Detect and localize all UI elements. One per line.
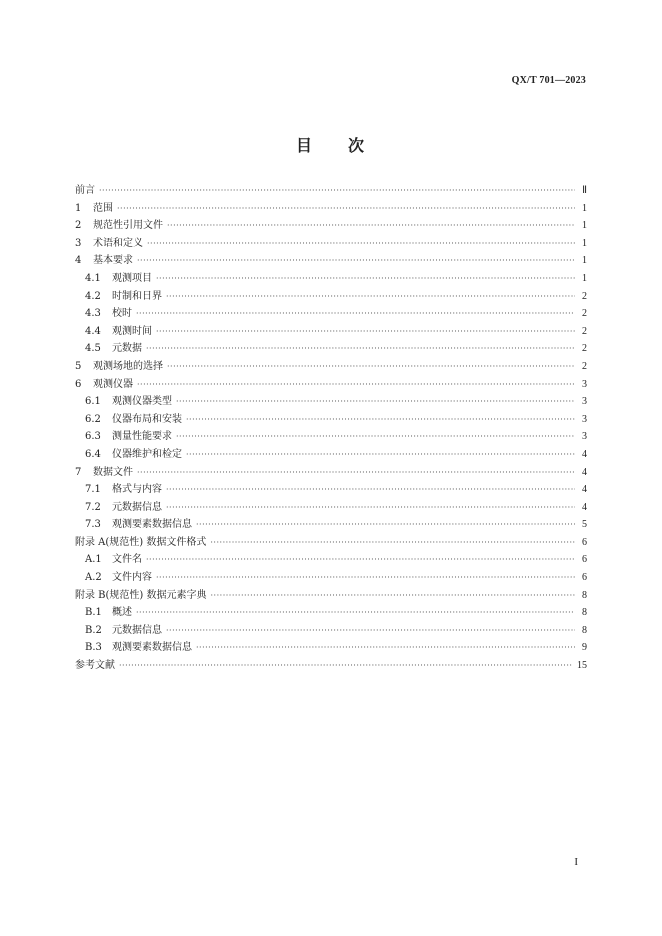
toc-entry-title: 术语和定义 <box>93 237 143 249</box>
toc-entry[interactable] <box>75 181 587 199</box>
toc-entry-page: 6 <box>582 572 587 584</box>
toc-entry-number: 1 <box>75 202 82 214</box>
toc-entry[interactable] <box>75 410 587 428</box>
toc-entry-number: 4.2 <box>85 290 101 302</box>
toc-entry-title: 元数据信息 <box>112 624 162 636</box>
toc-entry-number: 6 <box>75 378 82 390</box>
toc-entry[interactable] <box>75 251 587 269</box>
toc-entry-page: Ⅱ <box>582 185 587 196</box>
toc-leader-dots <box>210 538 575 547</box>
toc-entry-page: 4 <box>582 484 587 496</box>
toc-entry-label <box>85 445 182 460</box>
toc-leader-dots <box>167 221 575 230</box>
toc-leader-dots <box>119 661 573 670</box>
toc-entry-page: 3 <box>582 431 587 443</box>
toc-leader-dots <box>146 344 575 353</box>
toc-leader-dots <box>136 608 575 617</box>
toc-entry-title: 数据文件 <box>93 466 133 478</box>
toc-entry-title: 文件名 <box>112 554 142 566</box>
table-of-contents <box>75 181 587 674</box>
toc-entry-label <box>85 392 172 407</box>
toc-leader-dots <box>196 520 575 529</box>
toc-entry-title: 元数据 <box>112 343 142 355</box>
toc-entry-page: 1 <box>582 255 587 267</box>
toc-entry[interactable] <box>75 638 587 656</box>
toc-entry[interactable] <box>75 480 587 498</box>
toc-entry[interactable] <box>75 533 587 551</box>
toc-entry-page: 15 <box>577 660 587 672</box>
toc-entry-label <box>85 410 182 425</box>
toc-entry[interactable] <box>75 304 587 322</box>
toc-entry-number: 3 <box>75 237 82 249</box>
toc-title-char-1: 目 <box>295 136 314 155</box>
toc-entry-number: 6.1 <box>85 396 101 408</box>
toc-entry-label <box>75 251 133 266</box>
toc-entry-title: 仪器布局和安装 <box>112 413 182 425</box>
toc-entry-label <box>75 357 163 372</box>
toc-leader-dots <box>166 292 575 301</box>
toc-entry-title: 仪器维护和检定 <box>112 448 182 460</box>
toc-entry-page: 9 <box>582 642 587 654</box>
toc-entry-title: 元数据信息 <box>112 501 162 513</box>
toc-entry-label <box>85 304 132 319</box>
toc-entry-label <box>75 586 207 601</box>
toc-entry-title: 观测场地的选择 <box>93 360 163 372</box>
toc-entry-label <box>75 216 163 231</box>
toc-entry-label <box>85 498 162 513</box>
toc-entry-page: 3 <box>582 413 587 425</box>
toc-entry-label <box>75 533 206 548</box>
footer-page-number: I <box>574 856 578 868</box>
toc-leader-dots <box>137 468 575 477</box>
toc-entry-page: 4 <box>582 466 587 478</box>
toc-entry-label <box>85 603 132 618</box>
toc-entry[interactable] <box>75 392 587 410</box>
toc-entry-label <box>75 463 133 478</box>
toc-entry-title: 文件内容 <box>112 572 152 584</box>
toc-entry[interactable] <box>75 621 587 639</box>
toc-leader-dots <box>211 591 575 600</box>
toc-entry[interactable] <box>75 463 587 481</box>
toc-entry-label <box>85 621 162 636</box>
toc-entry-label <box>75 234 143 249</box>
toc-entry-page: 3 <box>582 396 587 408</box>
toc-entry-number: 6.3 <box>85 431 101 443</box>
toc-title <box>0 133 662 156</box>
toc-entry[interactable] <box>75 427 587 445</box>
toc-leader-dots <box>136 309 575 318</box>
toc-entry-page: 2 <box>582 360 587 372</box>
toc-entry-number: 7.1 <box>85 484 101 496</box>
toc-entry-title: 校时 <box>112 308 132 320</box>
toc-entry[interactable] <box>75 375 587 393</box>
toc-leader-dots <box>156 573 575 582</box>
toc-entry-page: 2 <box>582 343 587 355</box>
toc-entry-page: 8 <box>582 589 587 601</box>
toc-entry-title: 概述 <box>112 607 132 619</box>
toc-entry-number: 6.2 <box>85 413 101 425</box>
toc-leader-dots <box>166 503 575 512</box>
toc-entry-page: 3 <box>582 378 587 390</box>
document-code: QX/T 701—2023 <box>511 75 586 86</box>
toc-entry-page: 6 <box>582 554 587 566</box>
toc-leader-dots <box>166 626 575 635</box>
toc-entry-number: 4 <box>75 255 82 267</box>
toc-entry[interactable] <box>75 287 587 305</box>
toc-entry-title: 时制和日界 <box>112 290 162 302</box>
toc-entry-page: 8 <box>582 624 587 636</box>
toc-entry-page: 2 <box>582 290 587 302</box>
toc-entry-page: 6 <box>582 536 587 548</box>
toc-entry[interactable] <box>75 656 587 674</box>
toc-entry-number: 7.3 <box>85 519 101 531</box>
toc-entry-page: 4 <box>582 501 587 513</box>
toc-entry[interactable] <box>75 269 587 287</box>
toc-entry-number: 5 <box>75 360 82 372</box>
toc-entry-title: 测量性能要求 <box>112 431 172 443</box>
toc-entry-title: 观测时间 <box>112 325 152 337</box>
toc-leader-dots <box>176 397 575 406</box>
toc-entry[interactable] <box>75 445 587 463</box>
toc-leader-dots <box>166 485 575 494</box>
toc-entry[interactable] <box>75 586 587 604</box>
toc-entry-label <box>85 269 152 284</box>
toc-entry[interactable] <box>75 568 587 586</box>
toc-entry-page: 1 <box>582 272 587 284</box>
toc-entry-number: 4.4 <box>85 325 101 337</box>
toc-entry-label <box>75 199 113 214</box>
toc-entry-page: 1 <box>582 237 587 249</box>
toc-leader-dots <box>147 239 575 248</box>
toc-entry-number: 6.4 <box>85 448 101 460</box>
toc-entry[interactable] <box>75 603 587 621</box>
toc-entry-label <box>85 638 192 653</box>
toc-entry-label <box>85 568 152 583</box>
toc-entry-title: 基本要求 <box>93 255 133 267</box>
toc-entry-label <box>75 375 133 390</box>
toc-entry-title: 观测要素数据信息 <box>112 642 192 654</box>
toc-entry-number: A.1 <box>85 554 102 566</box>
toc-entry-page: 2 <box>582 325 587 337</box>
toc-entry-label <box>85 515 192 530</box>
toc-leader-dots <box>156 327 575 336</box>
toc-entry-page: 1 <box>582 202 587 214</box>
toc-entry-number: B.2 <box>85 624 102 636</box>
toc-entry[interactable] <box>75 515 587 533</box>
toc-entry-label <box>75 656 115 671</box>
toc-entry-title: 观测项目 <box>112 272 152 284</box>
toc-entry-number: B.1 <box>85 607 102 619</box>
toc-leader-dots <box>99 186 575 195</box>
toc-entry-page: 4 <box>582 448 587 460</box>
toc-entry[interactable] <box>75 234 587 252</box>
toc-entry-title: 前言 <box>75 185 95 196</box>
toc-entry-title: 参考文献 <box>75 660 115 672</box>
toc-leader-dots <box>176 432 575 441</box>
toc-entry-title: 观测仪器 <box>93 378 133 390</box>
toc-entry[interactable] <box>75 498 587 516</box>
toc-entry-title: 附录 B(规范性) 数据元素字典 <box>75 589 207 601</box>
toc-entry-title: 格式与内容 <box>112 484 162 496</box>
toc-entry[interactable] <box>75 550 587 568</box>
toc-entry[interactable] <box>75 199 587 217</box>
toc-entry[interactable] <box>75 357 587 375</box>
toc-entry-label <box>85 427 172 442</box>
toc-entry-label <box>85 339 142 354</box>
toc-entry-label <box>85 287 162 302</box>
toc-entry-label <box>85 322 152 337</box>
toc-entry[interactable] <box>75 339 587 357</box>
toc-entry-number: B.3 <box>85 642 102 654</box>
toc-leader-dots <box>156 274 575 283</box>
toc-leader-dots <box>137 256 575 265</box>
toc-entry-number: 2 <box>75 220 82 232</box>
toc-entry-number: 4.3 <box>85 308 101 320</box>
toc-leader-dots <box>146 555 575 564</box>
toc-entry-page: 1 <box>582 220 587 232</box>
toc-entry-label <box>85 480 162 495</box>
toc-leader-dots <box>137 380 575 389</box>
toc-entry-number: 4.1 <box>85 272 101 284</box>
toc-title-char-2: 次 <box>348 136 367 155</box>
toc-entry-number: 7 <box>75 466 82 478</box>
toc-entry-page: 8 <box>582 607 587 619</box>
toc-entry-label <box>85 550 142 565</box>
toc-entry[interactable] <box>75 322 587 340</box>
toc-leader-dots <box>117 204 575 213</box>
toc-entry-number: A.2 <box>85 572 102 584</box>
toc-leader-dots <box>167 362 575 371</box>
toc-leader-dots <box>186 450 575 459</box>
toc-entry-page: 2 <box>582 308 587 320</box>
toc-entry-number: 7.2 <box>85 501 101 513</box>
toc-entry-title: 观测要素数据信息 <box>112 519 192 531</box>
toc-leader-dots <box>196 643 575 652</box>
toc-entry-title: 规范性引用文件 <box>93 220 163 232</box>
toc-entry-title: 范围 <box>93 202 113 214</box>
toc-leader-dots <box>186 415 575 424</box>
toc-entry-label <box>75 181 95 196</box>
toc-entry-title: 附录 A(规范性) 数据文件格式 <box>75 536 207 548</box>
toc-entry-title: 观测仪器类型 <box>112 396 172 408</box>
toc-entry-page: 5 <box>582 519 587 531</box>
toc-entry-number: 4.5 <box>85 343 101 355</box>
toc-entry[interactable] <box>75 216 587 234</box>
